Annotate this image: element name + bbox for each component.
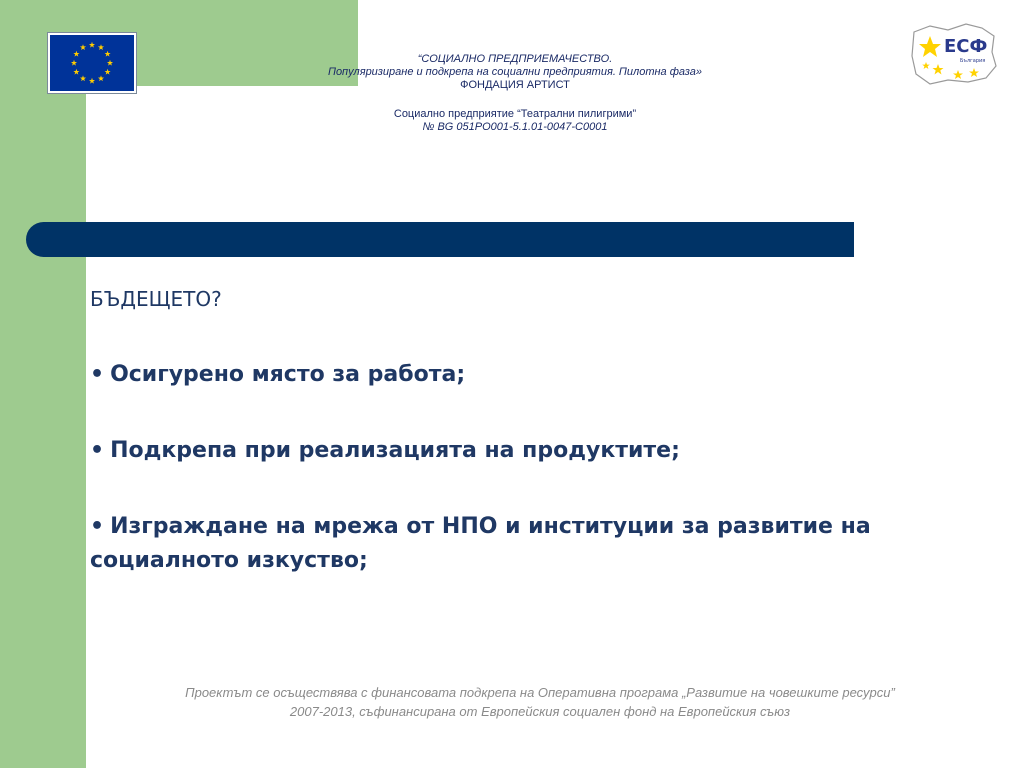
header-line-enterprise: Социално предприятие “Театрални пилигрими”	[393, 108, 637, 120]
bullet-icon: •	[90, 362, 105, 387]
project-header	[280, 53, 750, 134]
footer-line-2: 2007-2013, съфинансирана от Европейския социален фонд на Европейския съюз	[289, 704, 791, 719]
esf-logo-subtext: България	[960, 58, 986, 64]
bullet-item	[90, 434, 990, 468]
slide-heading: БЪДЕЩЕТО?	[90, 287, 222, 311]
esf-bulgaria-logo	[908, 22, 1000, 86]
bullet-text: Изграждане на мрежа от НПО и институции за развитие на социалното изкуство;	[90, 514, 871, 573]
header-line-subtitle: Популяризиране и подкрепа на социални предприятия. Пилотна фаза»	[327, 66, 703, 78]
bullet-icon: •	[90, 514, 105, 539]
title-divider-bar	[26, 222, 854, 257]
bullet-item	[90, 510, 990, 578]
header-line-program: “СОЦИАЛНО ПРЕДПРИЕМАЧЕСТВО.	[417, 53, 613, 65]
header-line-contract-number: № BG 051PO001-5.1.01-0047-C0001	[422, 121, 608, 133]
eu-flag-icon	[47, 32, 137, 94]
bullet-text: Подкрепа при реализацията на продуктите;	[110, 438, 680, 463]
bullet-icon: •	[90, 438, 105, 463]
footer-line-1: Проектът се осъществява с финансовата подкрепа на Оперативна програма „Развитие на човешките ресурси”	[185, 685, 895, 700]
funding-footer	[95, 683, 985, 721]
header-line-foundation: ФОНДАЦИЯ АРТИСТ	[460, 79, 570, 91]
bullet-text: Осигурено място за работа;	[110, 362, 466, 387]
eu-flag-graphic	[50, 35, 134, 91]
left-green-band	[0, 0, 86, 768]
slide-content	[90, 282, 990, 578]
bullet-item	[90, 358, 990, 392]
esf-logo-text: ЕСФ	[944, 36, 988, 57]
